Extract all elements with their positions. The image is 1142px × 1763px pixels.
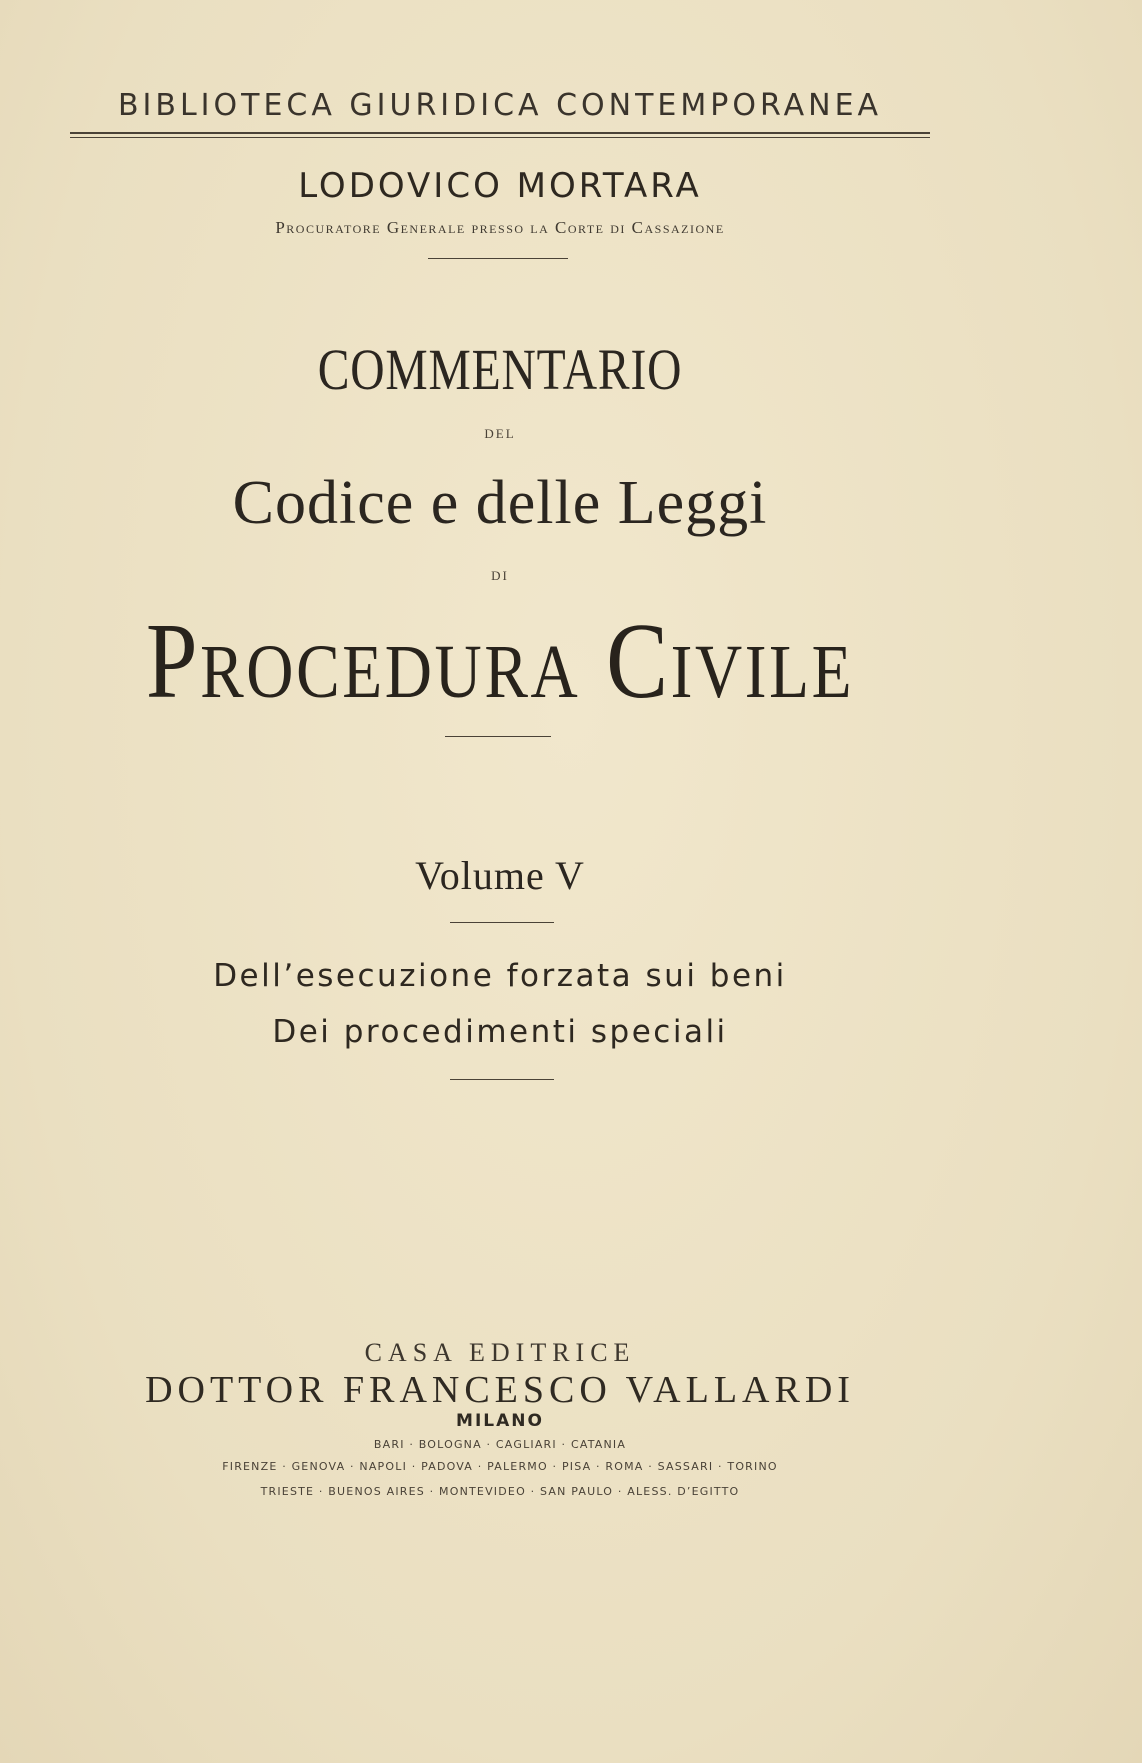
publisher-house: CASA EDITRICE bbox=[364, 1338, 636, 1367]
divider-volume bbox=[450, 922, 554, 923]
subtitle-line-2: Dei procedimenti speciali bbox=[272, 1014, 728, 1050]
title-line-2: Codice e delle Leggi bbox=[232, 469, 768, 537]
publisher-name: DOTTOR FRANCESCO VALLARDI bbox=[145, 1369, 855, 1411]
title-joiner-2: DI bbox=[491, 568, 509, 583]
subtitle-line-1: Dell’esecuzione forzata sui beni bbox=[213, 958, 787, 994]
branch-cities-3: TRIESTE · BUENOS AIRES · MONTEVIDEO · SAN PAULO · ALESS. D’EGITTO bbox=[260, 1485, 740, 1498]
volume-number: Volume V bbox=[415, 853, 585, 898]
branch-cities-1: BARI · BOLOGNA · CAGLIARI · CATANIA bbox=[373, 1438, 627, 1451]
author-name: LODOVICO MORTARA bbox=[298, 166, 702, 206]
series-rule bbox=[70, 132, 930, 138]
title-line-3: Procedura Civile bbox=[145, 602, 855, 721]
divider-title bbox=[445, 736, 551, 737]
author-role: Procuratore Generale presso la Corte di Cassazione bbox=[275, 218, 725, 237]
divider-subtitle bbox=[450, 1079, 554, 1080]
publisher-city: MILANO bbox=[456, 1411, 544, 1431]
title-joiner-1: DEL bbox=[484, 426, 516, 441]
divider-author bbox=[428, 258, 568, 259]
title-line-1: COMMENTARIO bbox=[317, 337, 683, 402]
branch-cities-2: FIRENZE · GENOVA · NAPOLI · PADOVA · PALERMO · PISA · ROMA · SASSARI · TORINO bbox=[222, 1460, 778, 1473]
series-title: BIBLIOTECA GIURIDICA CONTEMPORANEA bbox=[117, 88, 883, 123]
